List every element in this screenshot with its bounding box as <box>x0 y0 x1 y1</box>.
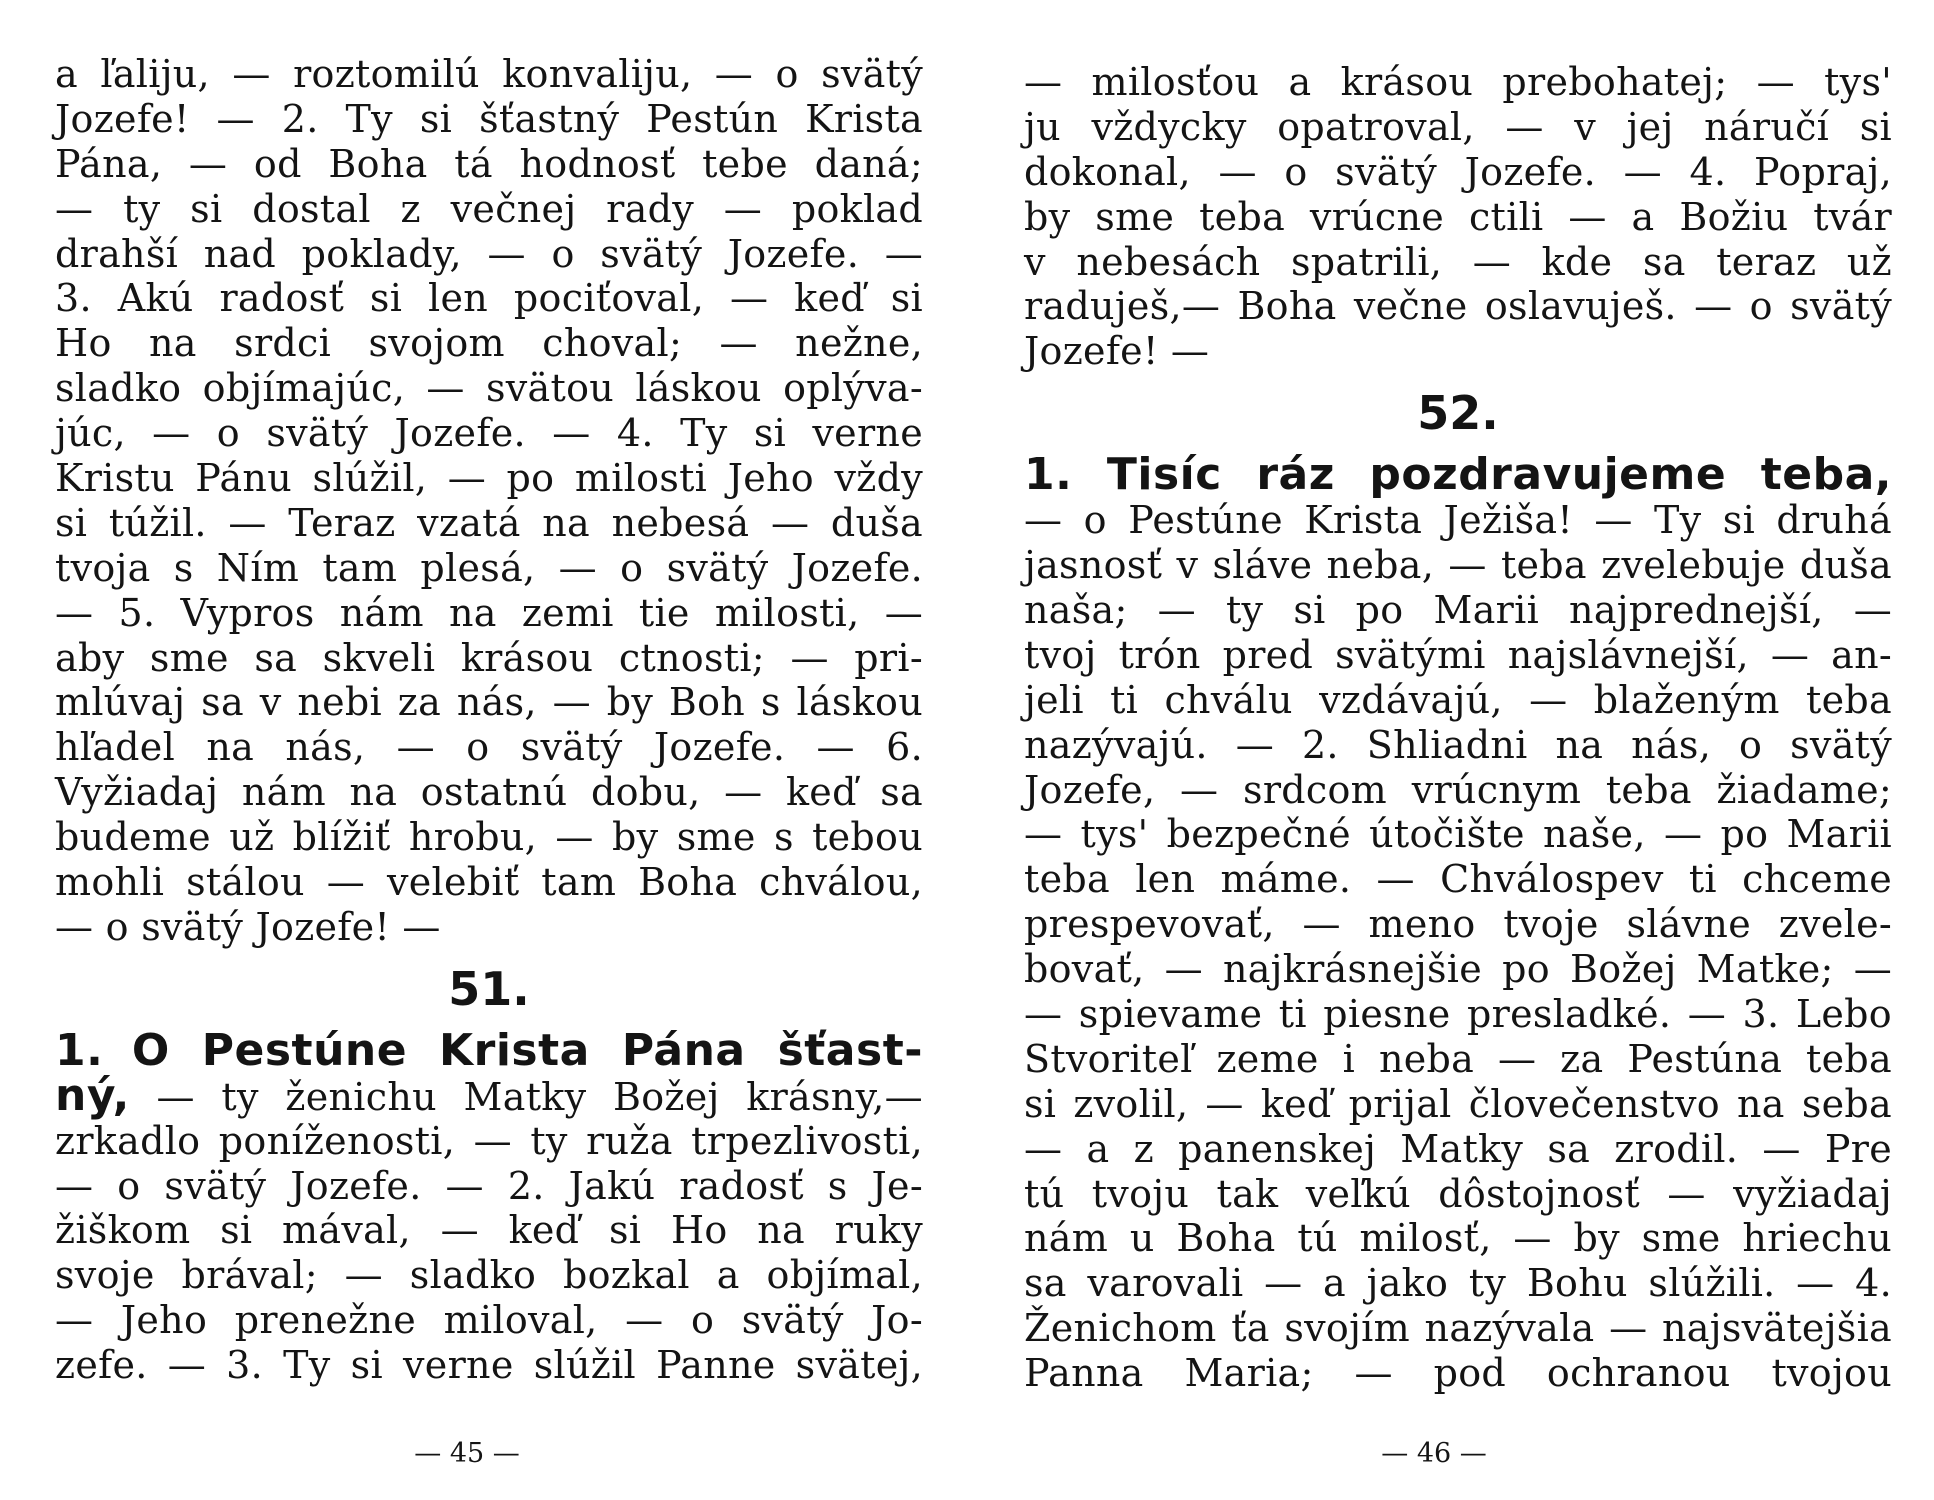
text-line: Panna Maria; — pod ochranou tvojou <box>1024 1351 1892 1396</box>
hymn-51-second-line <box>55 1069 923 1121</box>
text-line: — o Pestúne Krista Ježiša! — Ty si druhá <box>1024 498 1892 543</box>
text-line: zefe. — 3. Ty si verne slúžil Panne svätej, <box>55 1343 923 1388</box>
text-line: v nebesách spatrili, — kde sa teraz už <box>1024 239 1892 284</box>
text-line: — 5. Vypros nám na zemi tie milosti, — <box>55 590 923 635</box>
hymn-51-body <box>55 1119 923 1388</box>
hymn-52-body <box>1024 498 1892 1396</box>
text-line: jeli ti chválu vzdávajú, — blaženým teba <box>1024 677 1892 722</box>
text-line: si túžil. — Teraz vzatá na nebesá — duša <box>55 500 923 545</box>
text-line: sladko objímajúc, — svätou láskou oplýva- <box>55 366 923 411</box>
text-line: Jozefe! — <box>1024 329 1210 374</box>
text-line: — o svätý Jozefe. — 2. Jakú radosť s Je- <box>55 1163 923 1208</box>
text-line: drahší nad poklady, — o svätý Jozefe. — <box>55 231 923 276</box>
text-line: prespevovať, — meno tvoje slávne zvele- <box>1024 902 1892 947</box>
text-line: sa varovali — a jako ty Bohu slúžili. — 4. <box>1024 1261 1892 1306</box>
hymn-51-verse-number: 1. <box>55 1024 104 1076</box>
text-line: — a z panenskej Matky sa zrodil. — Pre <box>1024 1126 1892 1171</box>
text-line: jasnosť v sláve neba, — teba zvelebuje duša <box>1024 543 1892 588</box>
hymn-51-incipit: O Pestúne Krista Pána šťast- <box>131 1024 923 1076</box>
hymn-51-first-line <box>55 1024 923 1076</box>
text-line: raduješ,— Boha večne oslavuješ. — o svätý <box>1024 284 1892 329</box>
text-line: — tys' bezpečné útočište naše, — po Marii <box>1024 812 1892 857</box>
text-line: budeme už blížiť hrobu, — by sme s tebou <box>55 815 923 860</box>
text-line: Ho na srdci svojom choval; — nežne, <box>55 321 923 366</box>
hymn-51-incipit-end: ný, <box>55 1069 130 1121</box>
text-line: ju vždycky opatroval, — v jej náručí si <box>1024 104 1892 149</box>
text-line: naša; — ty si po Marii najprednejší, — <box>1024 588 1892 633</box>
text-line: žiškom si mával, — keď si Ho na ruky <box>55 1208 923 1253</box>
text-line: nazývajú. — 2. Shliadni na nás, o svätý <box>1024 722 1892 767</box>
text-line: — Jeho prenežne miloval, — o svätý Jo- <box>55 1298 923 1343</box>
text-line: Vyžiadaj nám na ostatnú dobu, — keď sa <box>55 770 923 815</box>
text-line: Pána, — od Boha tá hodnosť tebe daná; <box>55 141 923 186</box>
hymn-52-incipit: 1. Tisíc ráz pozdravujeme teba, <box>1024 449 1892 501</box>
left-text-column <box>55 52 923 1388</box>
text-line: nám u Boha tú milosť, — by sme hriechu <box>1024 1216 1892 1261</box>
text-line: aby sme sa skveli krásou ctnosti; — pri- <box>55 635 923 680</box>
text-line: Jozefe, — srdcom vrúcnym teba žiadame; <box>1024 767 1892 812</box>
text-line: hľadel na nás, — o svätý Jozefe. — 6. <box>55 725 923 770</box>
text-line: júc, — o svätý Jozefe. — 4. Ty si verne <box>55 411 923 456</box>
text-line: tvoj trón pred svätými najslávnejší, — an- <box>1024 632 1892 677</box>
text-line: Jozefe! — 2. Ty si šťastný Pestún Krista <box>55 96 923 141</box>
page-number: — 45 — <box>414 1438 520 1469</box>
hymn-50-continuation <box>55 52 923 950</box>
hymn-52-first-line <box>1024 449 1892 501</box>
text-line: si zvolil, — keď prijal človečenstvo na seba <box>1024 1081 1892 1126</box>
hymn-51-heading: 51. <box>448 961 530 1016</box>
hymn-51-second-line-text: — ty ženichu Matky Božej krásny,— <box>156 1074 923 1119</box>
text-line: svoje brával; — sladko bozkal a objímal, <box>55 1253 923 1298</box>
page-number: — 46 — <box>1381 1438 1487 1469</box>
text-line: — milosťou a krásou prebohatej; — tys' <box>1024 60 1892 104</box>
text-line: — spievame ti piesne presladké. — 3. Lebo <box>1024 992 1892 1037</box>
text-line: 3. Akú radosť si len pociťoval, — keď si <box>55 276 923 321</box>
right-page <box>967 0 1934 1500</box>
text-line: — ty si dostal z večnej rady — poklad <box>55 186 923 231</box>
text-line: Kristu Pánu slúžil, — po milosti Jeho vždy <box>55 456 923 501</box>
text-line: — o svätý Jozefe! — <box>55 904 441 949</box>
right-text-column <box>1024 60 1892 1396</box>
hymn-51-continuation <box>1024 60 1892 374</box>
text-line: Ženichom ťa svojím nazývala — najsvätejšia <box>1024 1306 1892 1351</box>
text-line: mohli stálou — velebiť tam Boha chválou, <box>55 860 923 905</box>
text-line: tú tvoju tak veľkú dôstojnosť — vyžiadaj <box>1024 1171 1892 1216</box>
text-line: by sme teba vrúcne ctili — a Božiu tvár <box>1024 194 1892 239</box>
text-line: a ľaliju, — roztomilú konvaliju, — o svätý <box>55 52 923 96</box>
hymn-52-heading: 52. <box>1417 386 1499 441</box>
text-line: tvoja s Ním tam plesá, — o svätý Jozefe. <box>55 545 923 590</box>
text-line: zrkadlo poníženosti, — ty ruža trpezlivosti, <box>55 1118 923 1163</box>
text-line: dokonal, — o svätý Jozefe. — 4. Popraj, <box>1024 149 1892 194</box>
text-line: bovať, — najkrásnejšie po Božej Matke; — <box>1024 947 1892 992</box>
text-line: Stvoriteľ zeme i neba — za Pestúna teba <box>1024 1036 1892 1081</box>
text-line: teba len máme. — Chválospev ti chceme <box>1024 857 1892 902</box>
text-line: mlúvaj sa v nebi za nás, — by Boh s láskou <box>55 680 923 725</box>
